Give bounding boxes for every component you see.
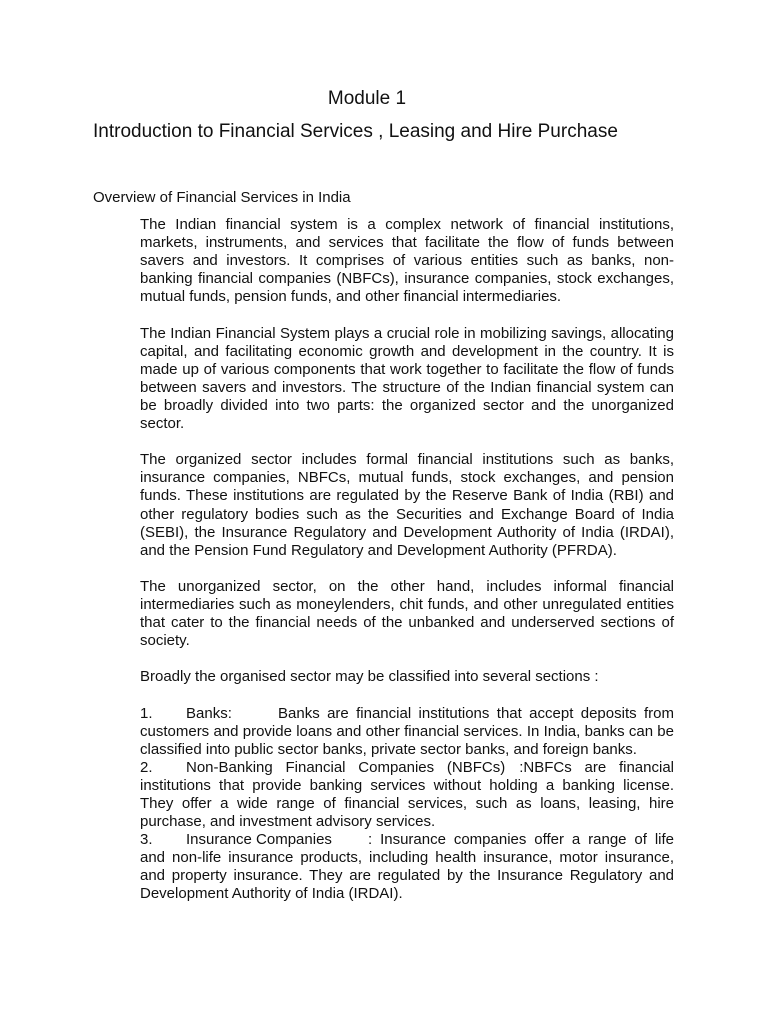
list-item-name: Non-Banking Financial Companies (NBFCs) xyxy=(186,758,506,776)
list-item-text: :NBFCs are financial institutions that provide banking services without holding a banking license. They offer a wide range of financial services, such as loans, leasing, hire purchase, and investment advisory services. xyxy=(140,758,674,831)
module-heading: Module 1 xyxy=(327,88,407,109)
paragraph-unorganized-sector: The unorganized sector, on the other hand, includes informal financial intermediaries such as moneylenders, chit funds, and other unregulated entities that cater to the financial needs of the unbanked and underserved sections of society. xyxy=(140,577,674,650)
section-heading: Overview of Financial Services in India xyxy=(93,189,351,206)
list-intro: Broadly the organised sector may be classified into several sections : xyxy=(140,668,599,686)
paragraph-role-and-structure: The Indian Financial System plays a crucial role in mobilizing savings, allocating capital, and facilitating economic growth and development in the country. It is made up of various components that work together to facilitate the flow of funds between savers and investors. The structure of the Indian financial system can be broadly divided into two parts: the organized sector and the unorganized sector. xyxy=(140,324,674,433)
list-item-number: 1. xyxy=(140,704,153,722)
sector-list xyxy=(140,705,674,904)
list-item-number: 2. xyxy=(140,758,153,776)
list-item-name: Insurance Companies xyxy=(186,831,332,849)
paragraph-financial-system: The Indian financial system is a complex network of financial institutions, markets, instruments, and services that facilitate the flow of funds between savers and investors. It comprises of various entities such as banks, non-banking financial companies (NBFCs), insurance companies, stock exchanges, mutual funds, pension funds, and other financial intermediaries. xyxy=(140,216,674,306)
list-item-insurance xyxy=(140,831,674,903)
section-body xyxy=(140,216,674,904)
list-item-number: 3. xyxy=(140,831,153,849)
document-title: Introduction to Financial Services , Leasing and Hire Purchase xyxy=(93,121,618,142)
list-item-text: Banks are financial institutions that accept deposits from customers and provide loans and other financial services. In India, banks can be classified into public sector banks, private sector banks, and foreign banks. xyxy=(140,704,674,758)
list-item-text: : Insurance companies offer a range of life and non-life insurance products, including health insurance, motor insurance, and property insurance. They are regulated by the Insurance Regulatory and Development Authority of India (IRDAI). xyxy=(140,831,674,903)
list-item-banks xyxy=(140,705,674,759)
list-item-nbfcs xyxy=(140,759,674,831)
paragraph-organized-sector: The organized sector includes formal financial institutions such as banks, insurance companies, NBFCs, mutual funds, stock exchanges, and pension funds. These institutions are regulated by the Reserve Bank of India (RBI) and other regulatory bodies such as the Securities and Exchange Board of India (SEBI), the Insurance Regulatory and Development Authority of India (IRDAI), and the Pension Fund Regulatory and Development Authority (PFRDA). xyxy=(140,451,674,559)
list-item-name: Banks: xyxy=(186,704,232,722)
